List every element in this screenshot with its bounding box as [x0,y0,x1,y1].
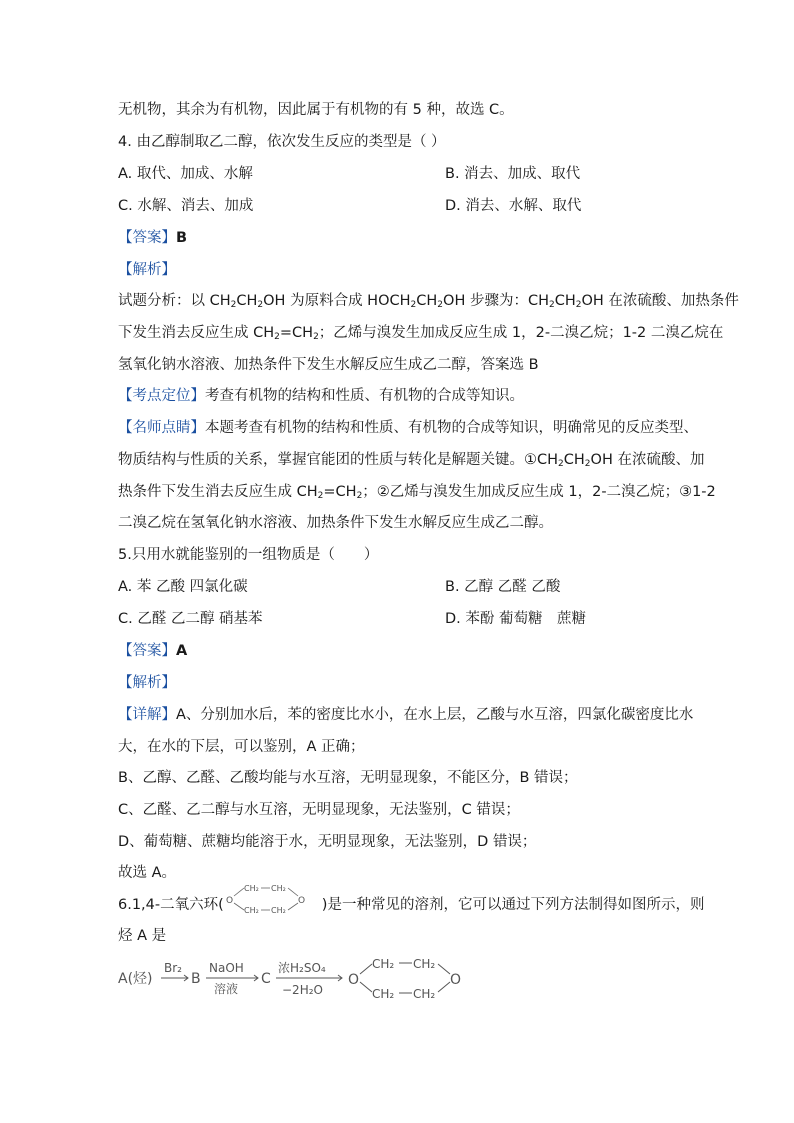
q5-detail-line-4: C、乙醛、乙二醇与水互溶，无明显现象，无法鉴别，C 错误； [118,802,520,818]
svg-text:CH₂: CH₂ [372,957,395,971]
svg-text:CH₂: CH₂ [413,957,436,971]
q4-teacher-note-line-3: 热条件下发生消去反应生成 $CH_2=CH_2$；②乙烯与溴发生加成反应生成 1，2-二溴乙烷；③1-2 [118,484,716,501]
q5-detail-line-2: 大，在水的下层，可以鉴别，A 正确； [118,739,365,755]
knowledge-tag: 【考点定位】 [118,388,205,404]
q4-option-a: A. 取代、加成、水解 [118,166,253,182]
q5-option-b: B. 乙醇 乙醛 乙酸 [445,579,561,595]
teacher-note-tag: 【名师点睛】 [118,420,205,436]
dioxane-inline-structure [224,878,324,918]
answer-tag: 【答案】 [118,230,176,246]
q5-option-d: D. 苯酚 葡萄糖 蔗糖 [445,611,586,627]
question-6-line-1: 6.1,4-二氧六环( )是一种常见的溶剂，它可以通过下列方法制得如图所示，则 [118,897,705,913]
answer-value: A [176,643,188,659]
product-oxygen-left: O [348,972,360,988]
question-4: 4. 由乙醇制取乙二醇，依次发生反应的类型是（ ） [118,134,446,150]
q4-explanation-line-2: 下发生消去反应生成 $CH_2=CH_2$；乙烯与溴发生加成反应生成 1，2-二溴乙烷；1-2 二溴乙烷在 [118,325,724,342]
svg-text:CH₂: CH₂ [372,987,395,1001]
svg-text:CH₂: CH₂ [413,987,436,1001]
q4-option-b: B. 消去、加成、取代 [445,166,581,182]
q4-option-c: C. 水解、消去、加成 [118,198,254,214]
q4-teacher-note-line-2: 物质结构与性质的关系，掌握官能团的性质与转化是解题关键。$①CH_2CH_2OH$ 在浓硫酸、加 [118,452,705,469]
q4-teacher-note-line-1: 【名师点睛】本题考查有机物的结构和性质、有机物的合成等知识，明确常见的反应类型、 [118,420,698,436]
q5-detail-line-1: 【详解】A、分别加水后，苯的密度比水小，在水上层，乙酸与水互溶，四氯化碳密度比水 [118,707,694,723]
detail-tag: 【详解】 [118,707,176,723]
q4-teacher-note-line-4: 二溴乙烷在氢氧化钠水溶液、加热条件下发生水解反应生成乙二醇。 [118,515,553,531]
reaction-scheme [116,948,476,1006]
reagent-br2: Br₂ [164,961,182,975]
q5-detail-line-6: 故选 A。 [118,865,177,881]
svg-text:CH₂: CH₂ [271,906,286,915]
intermediate-b: B [191,971,201,987]
reagent-solution: 溶液 [214,982,239,996]
reagent-h2so4: 浓H₂SO₄ [278,961,326,975]
q5-answer [118,641,187,661]
analysis-tag: 【解析】 [118,675,176,691]
text-line: 无机物，其余为有机物，因此属于有机物的有 5 种，故选 C。 [118,102,514,118]
reactant-a: A(烃) [118,971,153,987]
q4-analysis-tag [118,260,176,280]
svg-text:O: O [298,896,306,906]
question-6-line-2: 烃 A 是 [118,928,167,944]
reagent-minus-water: −2H₂O [282,983,323,997]
q5-detail-line-3: B、乙醇、乙醛、乙酸均能与水互溶，无明显现象，不能区分，B 错误； [118,770,578,786]
q5-option-c: C. 乙醛 乙二醇 硝基苯 [118,611,263,627]
svg-text:O: O [226,896,234,906]
reagent-naoh: NaOH [209,961,244,975]
intermediate-c: C [261,971,271,987]
answer-tag: 【答案】 [118,643,176,659]
q4-explanation-line-3: 氢氧化钠水溶液、加热条件下发生水解反应生成乙二醇，答案选 B [118,357,539,373]
q5-analysis-tag [118,673,176,693]
svg-text:CH₂: CH₂ [271,884,286,893]
product-oxygen-right: O [450,972,462,988]
q5-detail-line-5: D、葡萄糖、蔗糖均能溶于水，无明显现象，无法鉴别，D 错误； [118,834,537,850]
svg-text:CH₂: CH₂ [244,906,259,915]
answer-value: B [176,230,188,246]
q4-option-d: D. 消去、水解、取代 [445,198,582,214]
svg-text:CH₂: CH₂ [244,884,259,893]
question-5: 5.只用水就能鉴别的一组物质是（ ） [118,547,379,563]
q4-answer [118,228,187,248]
q4-knowledge-point: 【考点定位】考查有机物的结构和性质、有机物的合成等知识。 [118,388,524,404]
q5-option-a: A. 苯 乙酸 四氯化碳 [118,579,248,595]
q4-explanation-line-1: 试题分析：以 $CH_2CH_2OH$ 为原料合成 $HOCH_2CH_2OH$ 步骤为：$CH_2CH_2OH$ 在浓硫酸、加热条件 [118,293,739,310]
analysis-tag: 【解析】 [118,262,176,278]
